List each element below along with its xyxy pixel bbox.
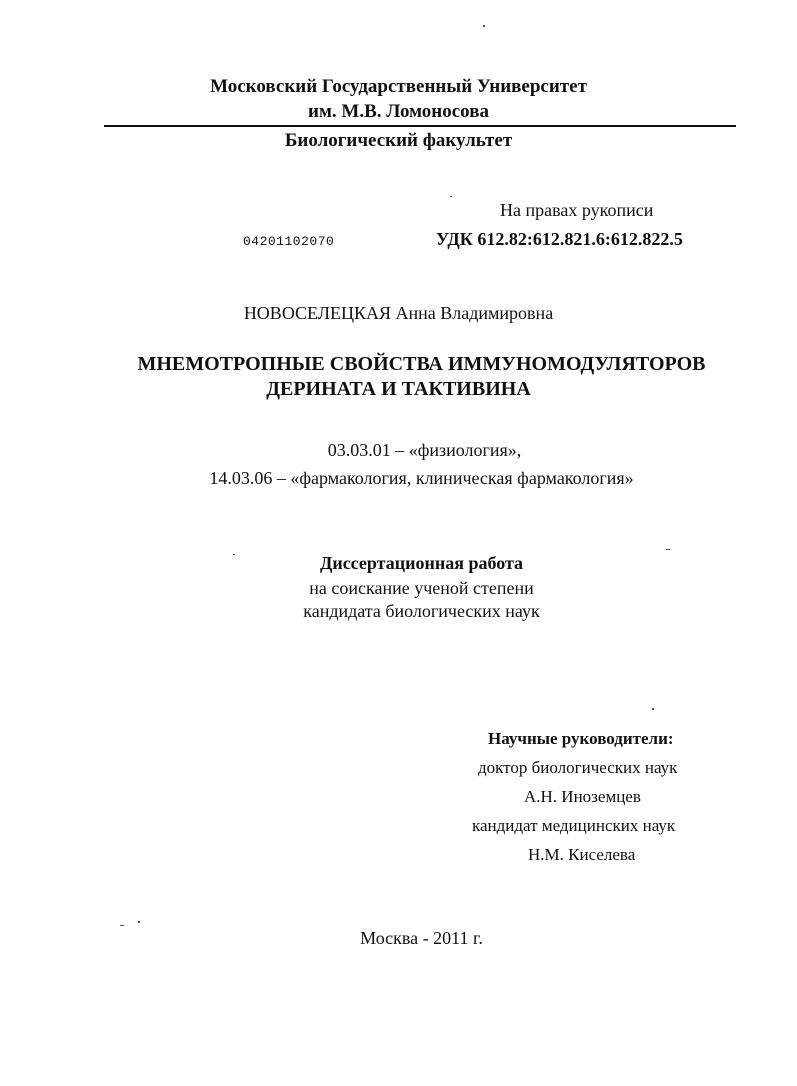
work-type-line1: на соискание ученой степени	[309, 578, 534, 598]
city-year: Москва - 2011 г.	[360, 928, 483, 948]
supervisor2-degree: кандидат медицинских наук	[472, 816, 676, 835]
scan-speck	[666, 549, 670, 550]
supervisor1-degree: доктор биологических наук	[478, 758, 678, 777]
specialty-line1: 03.03.01 – «физиология»,	[327, 440, 522, 460]
scan-speck	[483, 25, 485, 27]
author-surname: НОВОСЕЛЕЦКАЯ	[243, 303, 392, 323]
university-named-after: им. М.В. Ломоносова	[308, 101, 489, 122]
scan-speck	[233, 554, 235, 555]
scan-speck	[450, 196, 452, 197]
author-name	[0, 303, 797, 324]
header-rule	[104, 125, 736, 127]
scan-speck	[138, 921, 140, 923]
supervisor1-name: А.Н. Иноземцев	[524, 787, 641, 806]
specialty-line2: 14.03.06 – «фармакология, клиническая фармакология»	[209, 468, 634, 488]
rights-notice: На правах рукописи	[500, 200, 654, 220]
work-type-line2: кандидата биологических наук	[303, 601, 540, 621]
work-type-title: Диссертационная работа	[319, 553, 524, 573]
scan-speck	[652, 708, 654, 710]
university-name: Московский Государственный Университет	[210, 76, 587, 97]
catalog-number: 04201102070	[243, 234, 335, 249]
udc-code: УДК 612.82:612.821.6:612.822.5	[436, 229, 683, 249]
scan-speck	[120, 925, 124, 926]
author-given-names: Анна Владимировна	[395, 303, 554, 323]
supervisor2-name: Н.М. Киселева	[528, 845, 636, 864]
thesis-title-line2: ДЕРИНАТА И ТАКТИВИНА	[266, 378, 531, 400]
thesis-title-line1: МНЕМОТРОПНЫЕ СВОЙСТВА ИММУНОМОДУЛЯТОРОВ	[137, 353, 706, 375]
supervisors-heading: Научные руководители:	[488, 729, 674, 748]
faculty-name: Биологический факультет	[284, 130, 513, 151]
